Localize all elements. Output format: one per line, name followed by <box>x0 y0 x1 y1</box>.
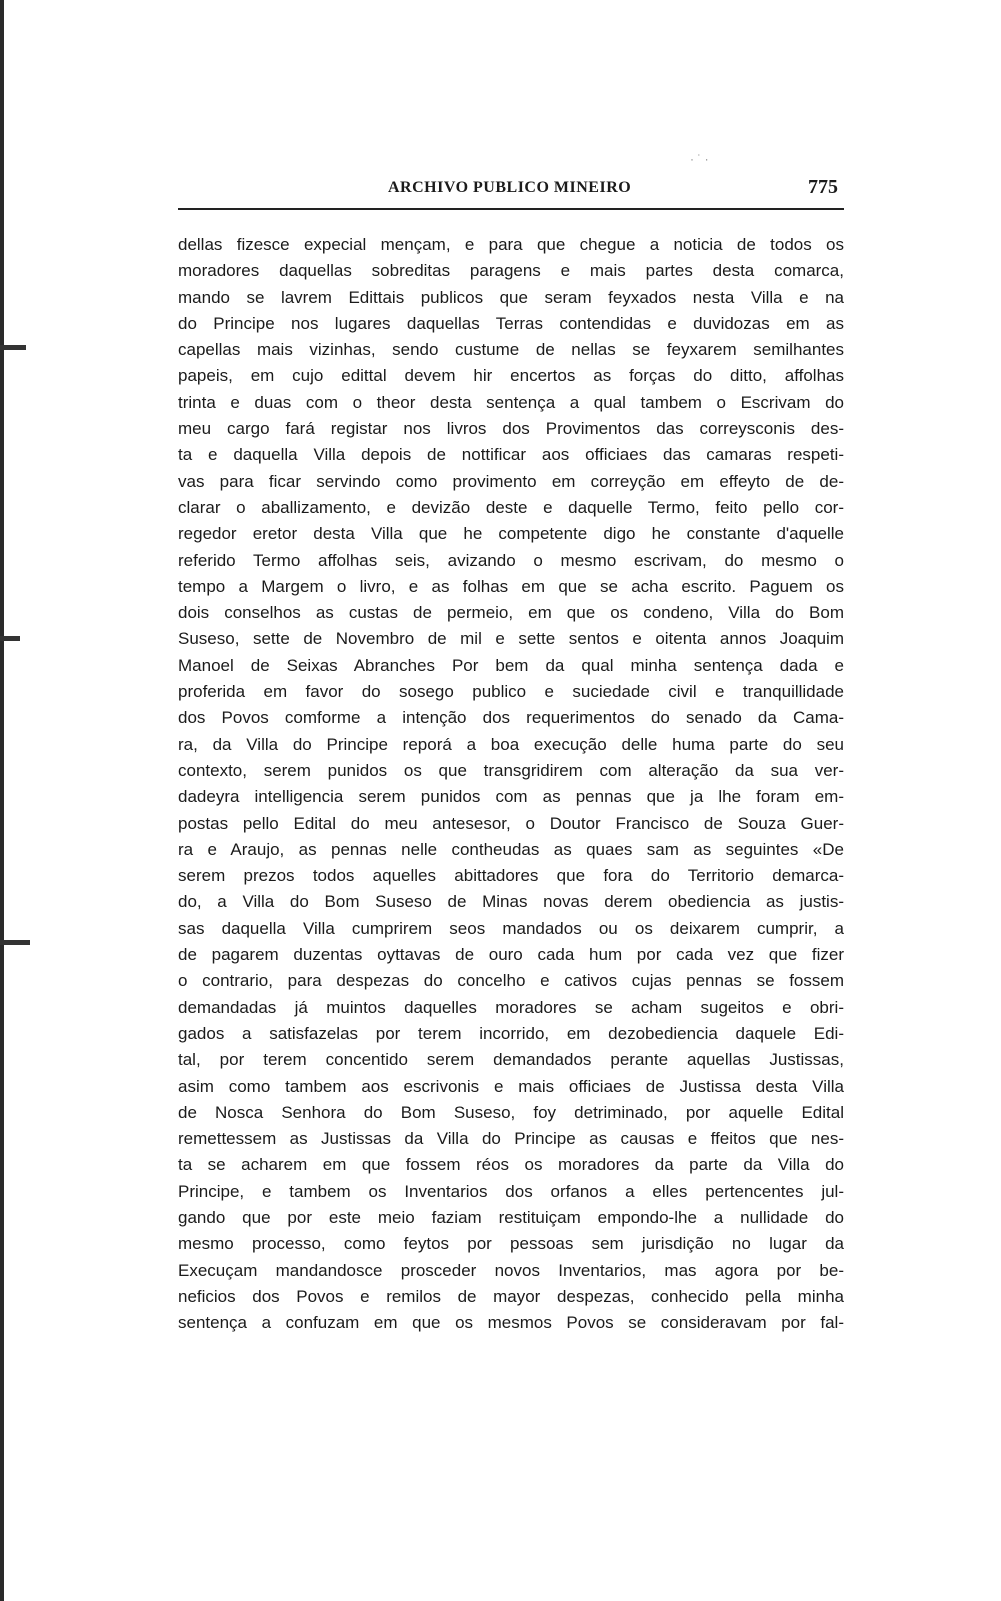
text-line: referido Termo affolhas seis, avizando o mesmo escrivam, do mesmo o <box>178 550 844 570</box>
text-line: demandadas já muintos daquelles moradores se acham sugeitos e obri- <box>178 997 844 1017</box>
text-line: tal, por terem concentido serem demandados perante aquellas Justissas, <box>178 1050 844 1070</box>
text-line: gados a satisfazelas por terem incorrido, em dezobediencia daquele Edi- <box>178 1023 844 1043</box>
text-line: tempo a Margem o livro, e as folhas em que se acha escrito. Paguem os <box>178 576 844 596</box>
text-line: mando se lavrem Edittais publicos que seram feyxados nesta Villa e na <box>178 287 844 307</box>
text-line: meu cargo fará registar nos livros dos Provimentos das correysconis des- <box>178 419 844 439</box>
text-line: Principe, e tambem os Inventarios dos orfanos a elles pertencentes jul- <box>178 1181 844 1201</box>
text-line: ra e Araujo, as pennas nelle contheudas as quaes sam as seguintes «De <box>178 839 844 859</box>
text-line: moradores daquellas sobreditas paragens e mais partes desta comarca, <box>178 261 844 281</box>
text-line: o contrario, para despezas do concelho e cativos cujas pennas se fossem <box>178 971 844 991</box>
page-number: 775 <box>808 176 838 198</box>
text-line: sas daquella Villa cumprirem seos mandados ou os deixarem cumprir, a <box>178 918 844 938</box>
text-line: remettessem as Justissas da Villa do Principe as causas e ffeitos que nes- <box>178 1129 844 1149</box>
text-line: de pagarem duzentas oyttavas de ouro cada hum por cada vez que fizer <box>178 945 844 965</box>
text-line: ta e daquella Villa depois de nottificar aos officiaes das camaras respeti- <box>178 445 844 465</box>
text-line: ta se acharem em que fossem réos os moradores da parte da Villa do <box>178 1155 844 1175</box>
page-left-edge <box>0 0 4 1601</box>
text-line: trinta e duas com o theor desta sentença a qual tambem o Escrivam do <box>178 392 844 412</box>
text-line: dadeyra intelligencia serem punidos com as pennas que ja lhe foram em- <box>178 787 844 807</box>
text-line: do, a Villa do Bom Suseso de Minas novas derem obediencia as justis- <box>178 892 844 912</box>
text-line: mesmo processo, como feytos por pessoas sem jurisdição no lugar da <box>178 1234 844 1254</box>
text-line: dellas fizesce expecial mençam, e para que chegue a noticia de todos os <box>178 235 844 254</box>
text-line: dois conselhos as custas de permeio, em que os condeno, Villa do Bom <box>178 603 844 623</box>
text-line: papeis, em cujo edittal devem hir encertos as forças do ditto, affolhas <box>178 366 844 386</box>
edge-mark <box>0 636 20 641</box>
body-text <box>178 232 844 1336</box>
text-line: regedor eretor desta Villa que he competente digo he constante d'aquelle <box>178 524 844 544</box>
text-line: proferida em favor do sosego publico e suciedade civil e tranquillidade <box>178 682 844 702</box>
text-line: neficios dos Povos e remilos de mayor despezas, conhecido pella minha <box>178 1286 844 1306</box>
page-header <box>178 176 844 210</box>
text-line: vas para ficar servindo como provimento em correyção em effeyto de de- <box>178 471 844 491</box>
text-line: postas pello Edital do meu antesesor, o Doutor Francisco de Souza Guer- <box>178 813 844 833</box>
text-line: dos Povos comforme a intenção dos requerimentos do senado da Cama- <box>178 708 844 728</box>
text-line: capellas mais vizinhas, sendo custume de nellas se feyxarem semilhantes <box>178 340 844 360</box>
running-head: ARCHIVO PUBLICO MINEIRO <box>388 179 632 196</box>
text-line: asim como tambem aos escrivonis e mais officiaes de Justissa desta Villa <box>178 1076 844 1096</box>
text-line: Execuçam mandandosce prosceder novos Inventarios, mas agora por be- <box>178 1260 844 1280</box>
text-line: do Principe nos lugares daquellas Terras contendidas e duvidozas em as <box>178 313 844 333</box>
text-line: serem prezos todos aquelles abittadores que fora do Territorio demarca- <box>178 866 844 886</box>
text-line: contexto, serem punidos os que transgridirem com alteração da sua ver- <box>178 760 844 780</box>
print-smudge: · ˙ · <box>690 152 709 166</box>
text-line: gando que por este meio faziam restituiçam empondo-lhe a nullidade do <box>178 1207 844 1227</box>
text-line: ra, da Villa do Principe reporá a boa execução delle huma parte do seu <box>178 734 844 754</box>
edge-mark <box>0 345 26 350</box>
edge-mark <box>0 940 30 945</box>
text-line: Manoel de Seixas Abranches Por bem da qual minha sentença dada e <box>178 655 844 675</box>
text-line: de Nosca Senhora do Bom Suseso, foy detriminado, por aquelle Edital <box>178 1102 844 1122</box>
text-line: sentença a confuzam em que os mesmos Povos se consideravam por fal- <box>178 1313 844 1333</box>
text-line: clarar o aballizamento, e devizão deste e daquelle Termo, feito pello cor- <box>178 497 844 517</box>
text-line: Suseso, sette de Novembro de mil e sette sentos e oitenta annos Joaquim <box>178 629 844 649</box>
